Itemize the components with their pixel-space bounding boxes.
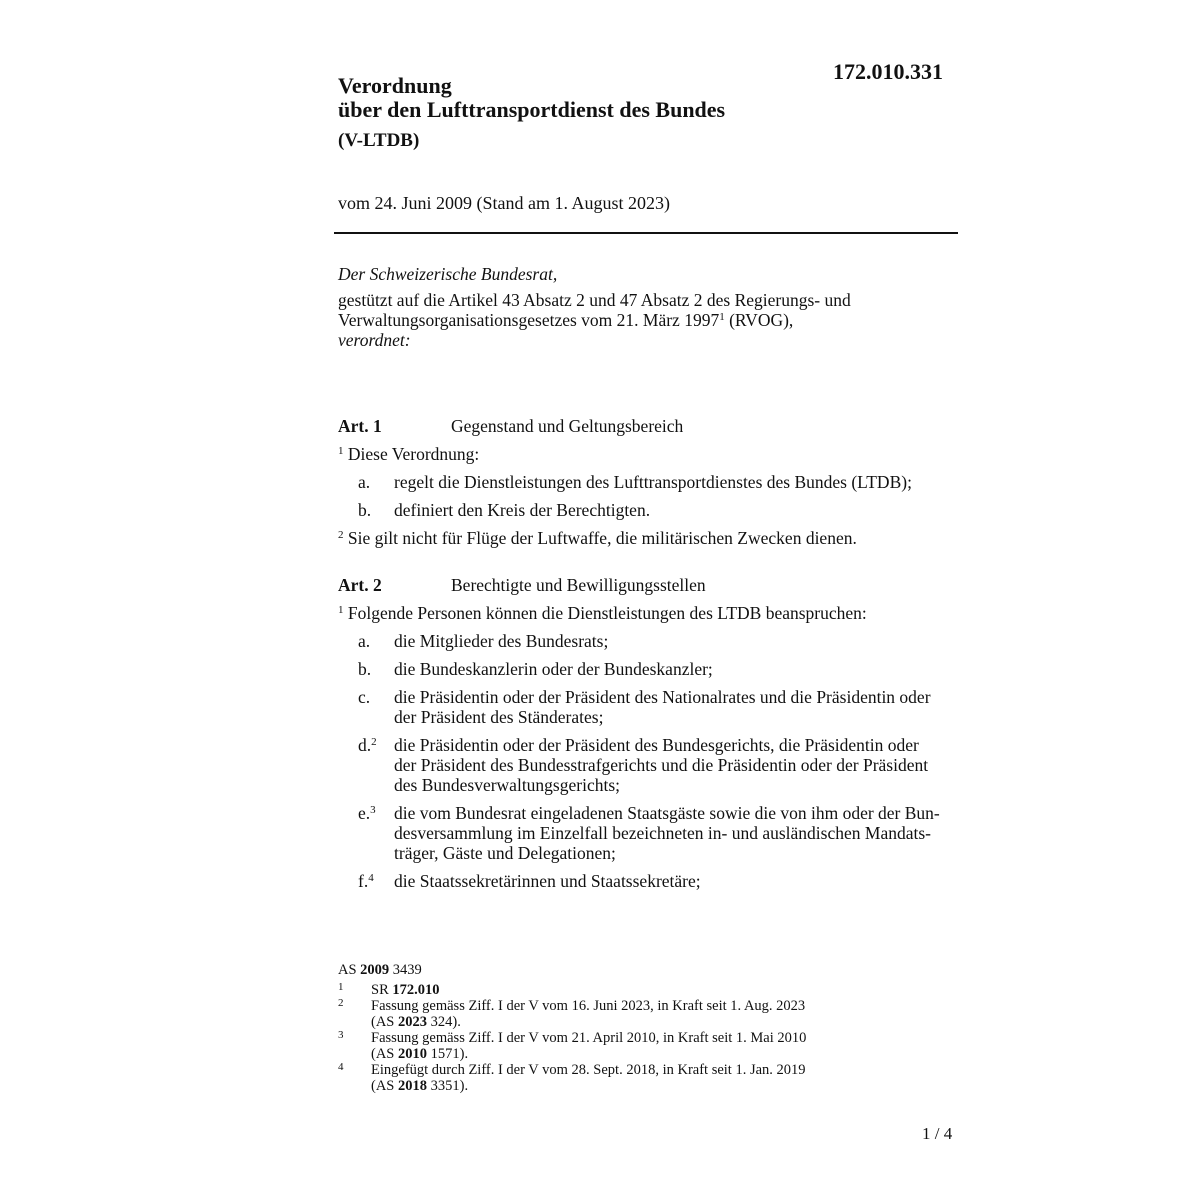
article-1-number: Art. 1 [338, 416, 382, 436]
list-item: c. die Präsidentin oder der Präsident des Nationalrates und die Präsidentin oder der Präsident des Ständerates; [358, 687, 931, 727]
list-item: b. die Bundeskanzlerin oder der Bundeskanzler; [358, 659, 713, 679]
header-divider [334, 232, 958, 234]
footnote-ref-3[interactable]: 3 [370, 804, 376, 816]
title-abbreviation: (V-LTDB) [338, 130, 420, 151]
footnote-2: 2 Fassung gemäss Ziff. I der V vom 16. Juni 2023, in Kraft seit 1. Aug. 2023 (AS 2023 324). [338, 997, 806, 1030]
list-item: d.$^2$ die Präsidentin oder der Präsident des Bundesgerichts, die Präsidentin oder der Präsident des Bundesstrafgerichts und die Präsidentin oder der Präsident des Bundesverwaltungsgerichts; [358, 735, 929, 795]
list-item: e.$^3$ die vom Bundesrat eingeladenen Staatsgäste sowie die von ihm oder der Bun- desversammlung im Einzelfall bezeichneten in- und ausländischen Mandats- träger, Gäste und Delegationen; [358, 803, 940, 863]
footnote-4: 4 Eingefügt durch Ziff. I der V vom 28. Sept. 2018, in Kraft seit 1. Jan. 2019 (AS 2018 3351). [338, 1061, 806, 1094]
title-line-2: über den Lufttransportdienst des Bundes [338, 97, 726, 122]
preamble-verb: verordnet: [338, 330, 411, 350]
list-item: a. regelt die Dienstleistungen des Lufttransportdienstes des Bundes (LTDB); [358, 472, 912, 492]
as-reference: AS 2009 3439 [338, 962, 422, 978]
list-item: f.$^4$ die Staatssekretärinnen und Staatssekretäre; [358, 871, 701, 891]
preamble [338, 264, 958, 350]
sr-number: 172.010.331 [833, 59, 943, 84]
footnote-3: 3 Fassung gemäss Ziff. I der V vom 21. April 2010, in Kraft seit 1. Mai 2010 (AS 2010 1571). [338, 1029, 807, 1062]
document-body [338, 264, 958, 891]
list-item: a. die Mitglieder des Bundesrats; [358, 631, 609, 651]
preamble-basis-line-1: gestützt auf die Artikel 43 Absatz 2 und 47 Absatz 2 des Regierungs- und [338, 290, 851, 310]
page-number: 1 / 4 [922, 1124, 953, 1143]
article-2-number: Art. 2 [338, 575, 382, 595]
document-title [338, 74, 725, 122]
footnote-ref-1[interactable]: 1 [719, 311, 725, 323]
article-2-title: Berechtigte und Bewilligungsstellen [451, 575, 706, 595]
article-1-paragraph-2: $^2$ Sie gilt nicht für Flüge der Luftwaffe, die militärischen Zwecken dienen. [338, 528, 857, 548]
article-1 [338, 416, 958, 548]
article-1-paragraph-1: $^1$ Diese Verordnung: [338, 444, 480, 464]
article-1-heading [338, 416, 958, 436]
document-date: vom 24. Juni 2009 (Stand am 1. August 2023) [338, 193, 670, 213]
footnote-ref-2[interactable]: 2 [371, 736, 377, 748]
preamble-issuer: Der Schweizerische Bundesrat, [338, 264, 558, 284]
title-line-1: Verordnung [338, 73, 452, 98]
list-item: b. definiert den Kreis der Berechtigten. [358, 500, 651, 520]
article-2-heading [338, 575, 958, 595]
article-2-paragraph-1: $^1$ Folgende Personen können die Dienstleistungen des LTDB beanspruchen: [338, 603, 867, 623]
footnote-ref-4[interactable]: 4 [368, 872, 374, 884]
footnote-1: 1 SR 172.010 [338, 981, 440, 998]
preamble-basis-line-2: Verwaltungsorganisationsgesetzes vom 21. März 1997$^1$ (RVOG), [338, 310, 794, 330]
article-2 [338, 575, 958, 891]
footnotes [338, 962, 958, 1094]
article-1-title: Gegenstand und Geltungsbereich [451, 416, 684, 436]
